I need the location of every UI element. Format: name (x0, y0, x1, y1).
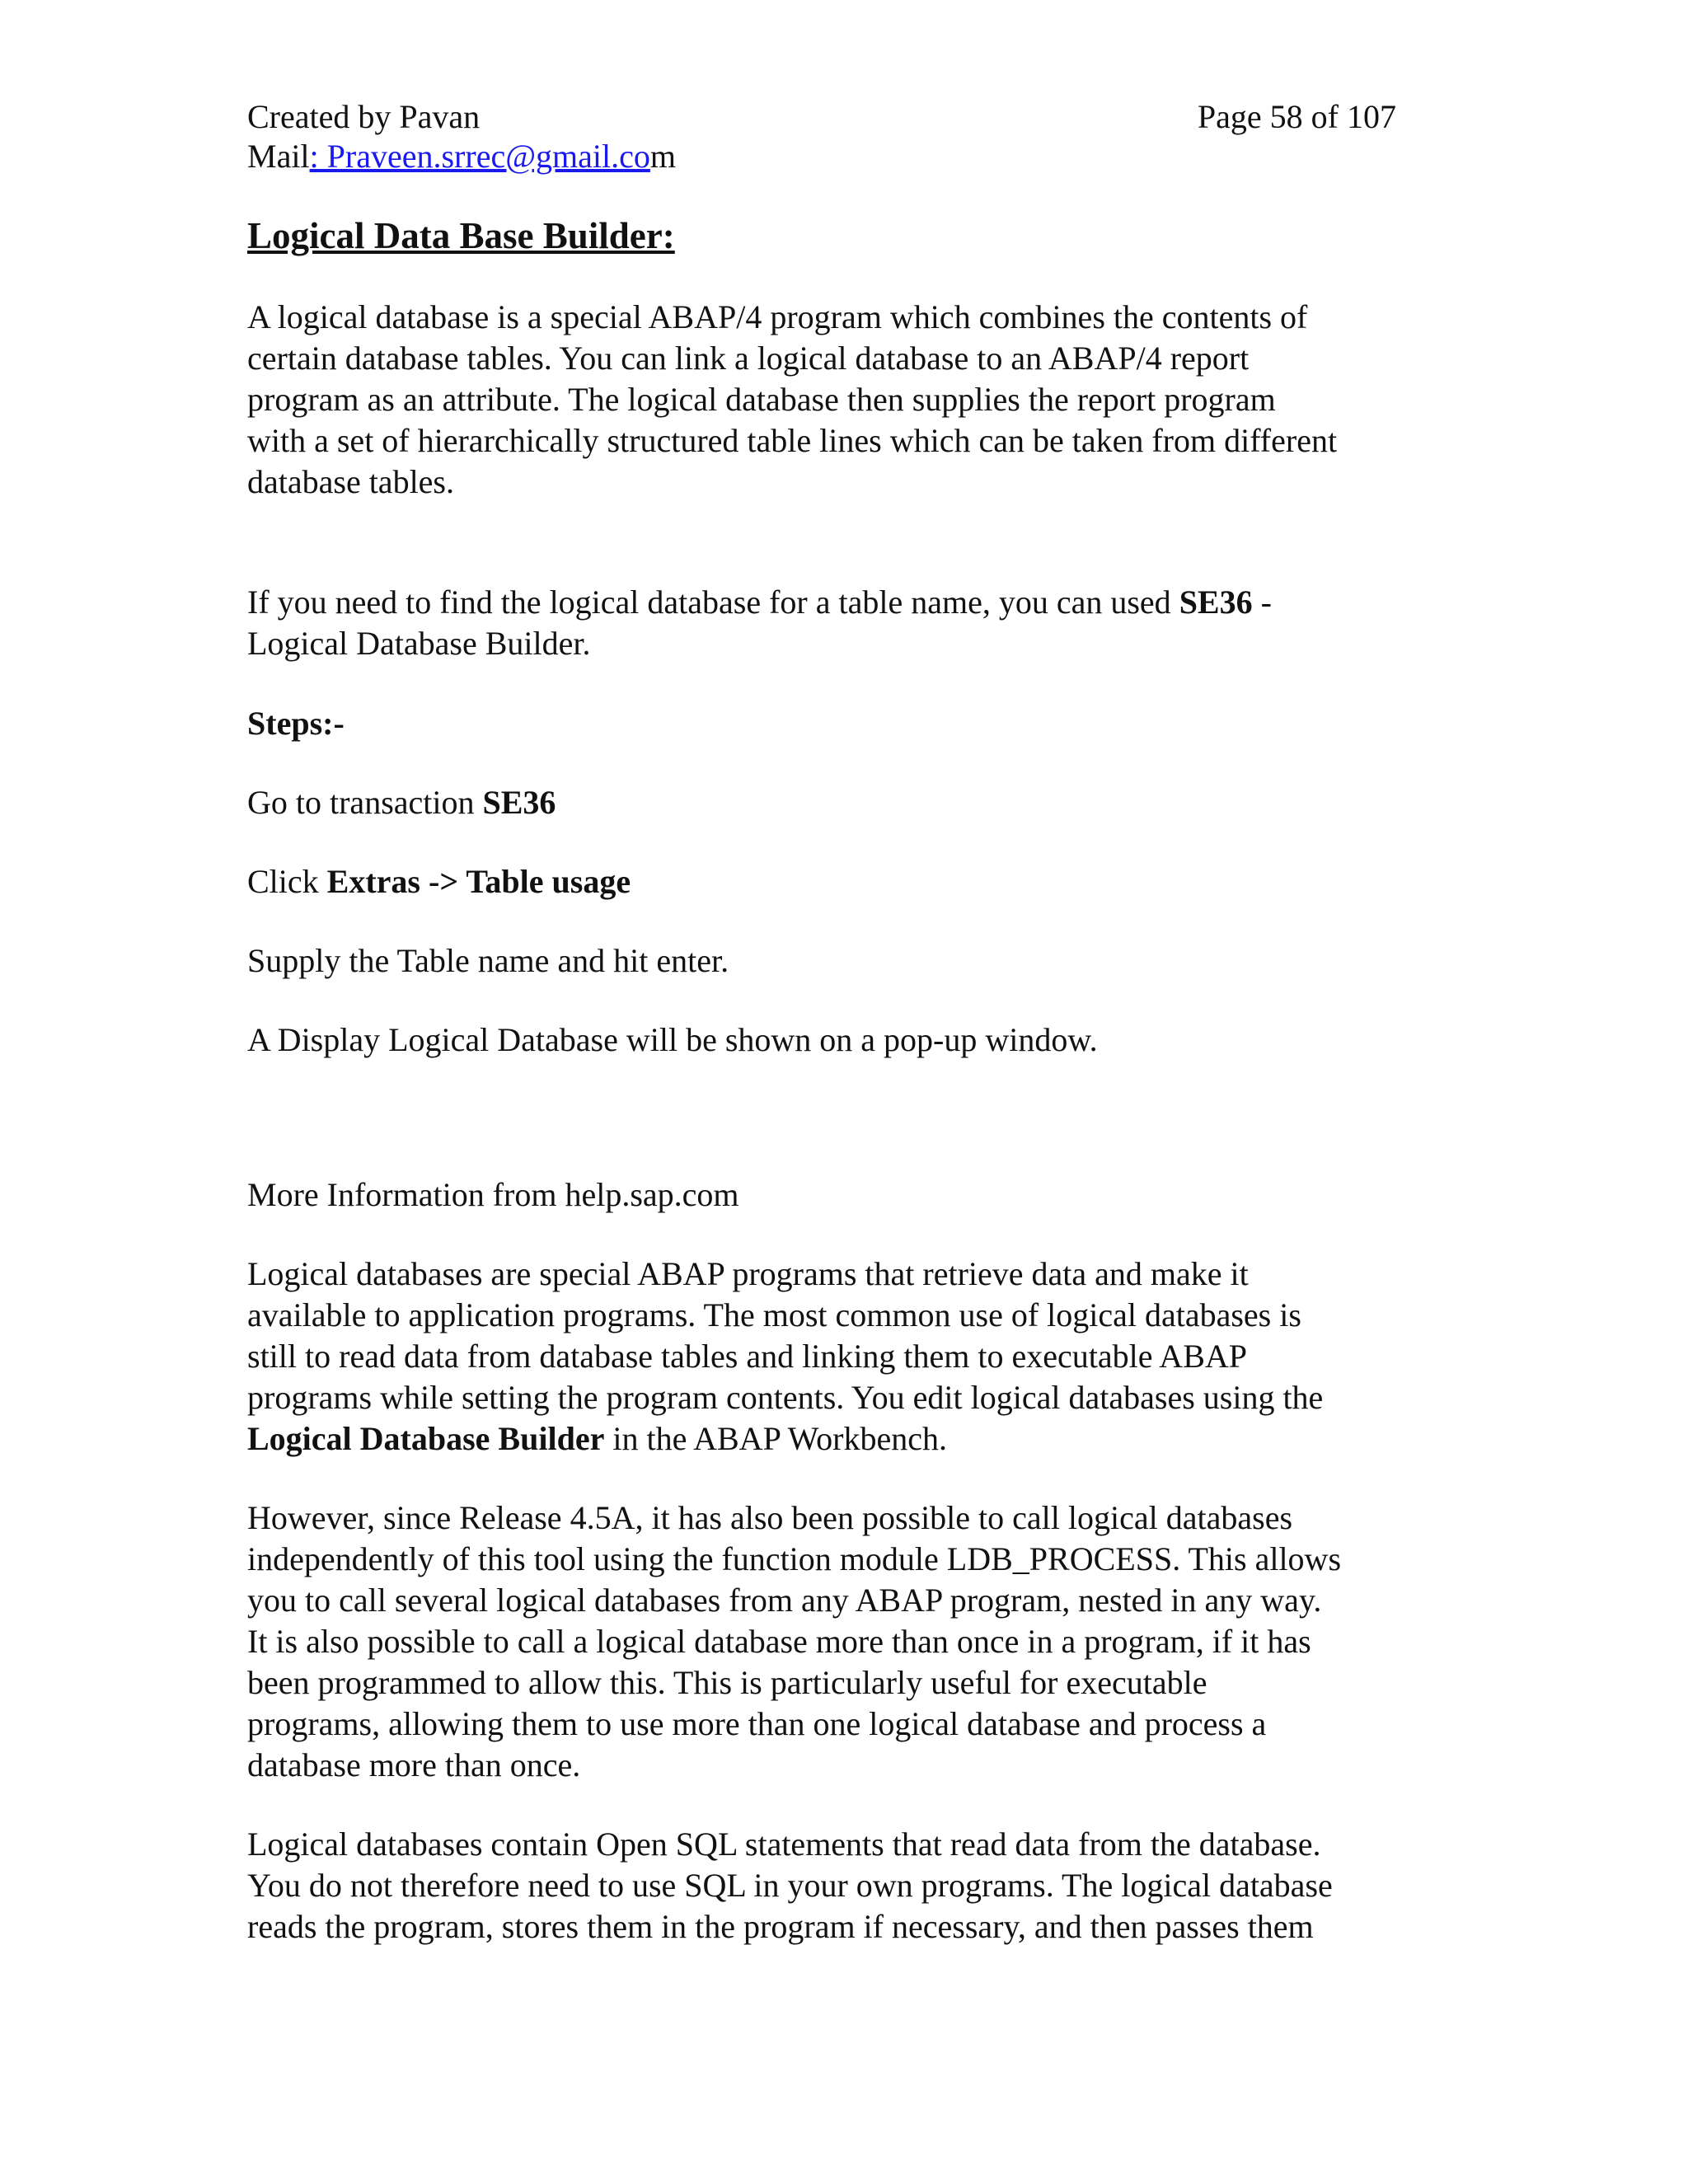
help-p2-line: It is also possible to call a logical database more than once in a program, if it has (247, 1623, 1311, 1660)
intro-line: database tables. (247, 463, 454, 500)
step-2-text: Click (247, 863, 327, 900)
help-p3-line: You do not therefore need to use SQL in your own programs. The logical database (247, 1867, 1333, 1904)
header-mail (247, 137, 676, 176)
intro-line: with a set of hierarchically structured table lines which can be taken from different (247, 422, 1338, 459)
help-p2-line: However, since Release 4.5A, it has also been possible to call logical databases (247, 1499, 1293, 1536)
intro-paragraph (247, 297, 1451, 503)
step-4: A Display Logical Database will be shown on a pop-up window. (247, 1021, 1098, 1058)
step-2 (247, 861, 1451, 902)
help-p1-line: Logical databases are special ABAP programs that retrieve data and make it (247, 1255, 1249, 1292)
step-1-text: Go to transaction (247, 784, 483, 821)
email-link[interactable]: : Praveen.srrec@gmail.co (309, 138, 650, 175)
more-info-line: More Information from help.sap.com (247, 1176, 739, 1213)
help-p3-line: Logical databases contain Open SQL statements that read data from the database. (247, 1825, 1321, 1863)
intro-line: program as an attribute. The logical database then supplies the report program (247, 381, 1276, 418)
intro-line: A logical database is a special ABAP/4 program which combines the contents of (247, 298, 1308, 335)
help-p1-tail: in the ABAP Workbench. (604, 1420, 947, 1457)
step-1 (247, 782, 1451, 823)
header-page-info: Page 58 of 107 (1197, 98, 1396, 135)
help-p3-line: reads the program, stores them in the program if necessary, and then passes them (247, 1908, 1314, 1945)
find-line-2: Logical Database Builder. (247, 625, 591, 662)
mail-suffix: m (649, 138, 677, 175)
help-p1-last-line (247, 1418, 1451, 1460)
find-line-1 (247, 582, 1451, 623)
step-1-bold: SE36 (482, 784, 556, 821)
find-transaction: SE36 (1179, 583, 1253, 621)
help-p2-line: been programmed to allow this. This is particularly useful for executable (247, 1664, 1207, 1701)
help-p2-line: programs, allowing them to use more than one logical database and process a (247, 1705, 1267, 1742)
intro-line: certain database tables. You can link a logical database to an ABAP/4 report (247, 340, 1250, 377)
help-paragraph-2 (247, 1497, 1451, 1786)
page-title: Logical Data Base Builder: (247, 215, 675, 256)
step-3: Supply the Table name and hit enter. (247, 942, 729, 979)
logical-database-builder-term: Logical Database Builder (247, 1420, 605, 1457)
help-p2-line: independently of this tool using the function module LDB_PROCESS. This allows (247, 1540, 1342, 1577)
help-p1-line: programs while setting the program contents. You edit logical databases using the (247, 1379, 1324, 1416)
find-paragraph (247, 582, 1451, 664)
help-p1-line: available to application programs. The most common use of logical databases is (247, 1296, 1301, 1333)
help-paragraph-3 (247, 1824, 1451, 1947)
help-paragraph-1 (247, 1254, 1451, 1460)
mail-prefix: Mail (247, 138, 310, 175)
step-2-bold: Extras -> Table usage (326, 863, 631, 900)
help-p1-line: still to read data from database tables and linking them to executable ABAP (247, 1338, 1248, 1375)
help-p2-line: you to call several logical databases from any ABAP program, nested in any way. (247, 1582, 1322, 1619)
header-created-by: Created by Pavan (247, 98, 481, 135)
find-tail: - (1252, 583, 1272, 621)
help-p2-line: database more than once. (247, 1746, 581, 1783)
steps-heading: Steps:- (247, 705, 345, 742)
find-text: If you need to find the logical database for a table name, you can used (247, 583, 1179, 621)
